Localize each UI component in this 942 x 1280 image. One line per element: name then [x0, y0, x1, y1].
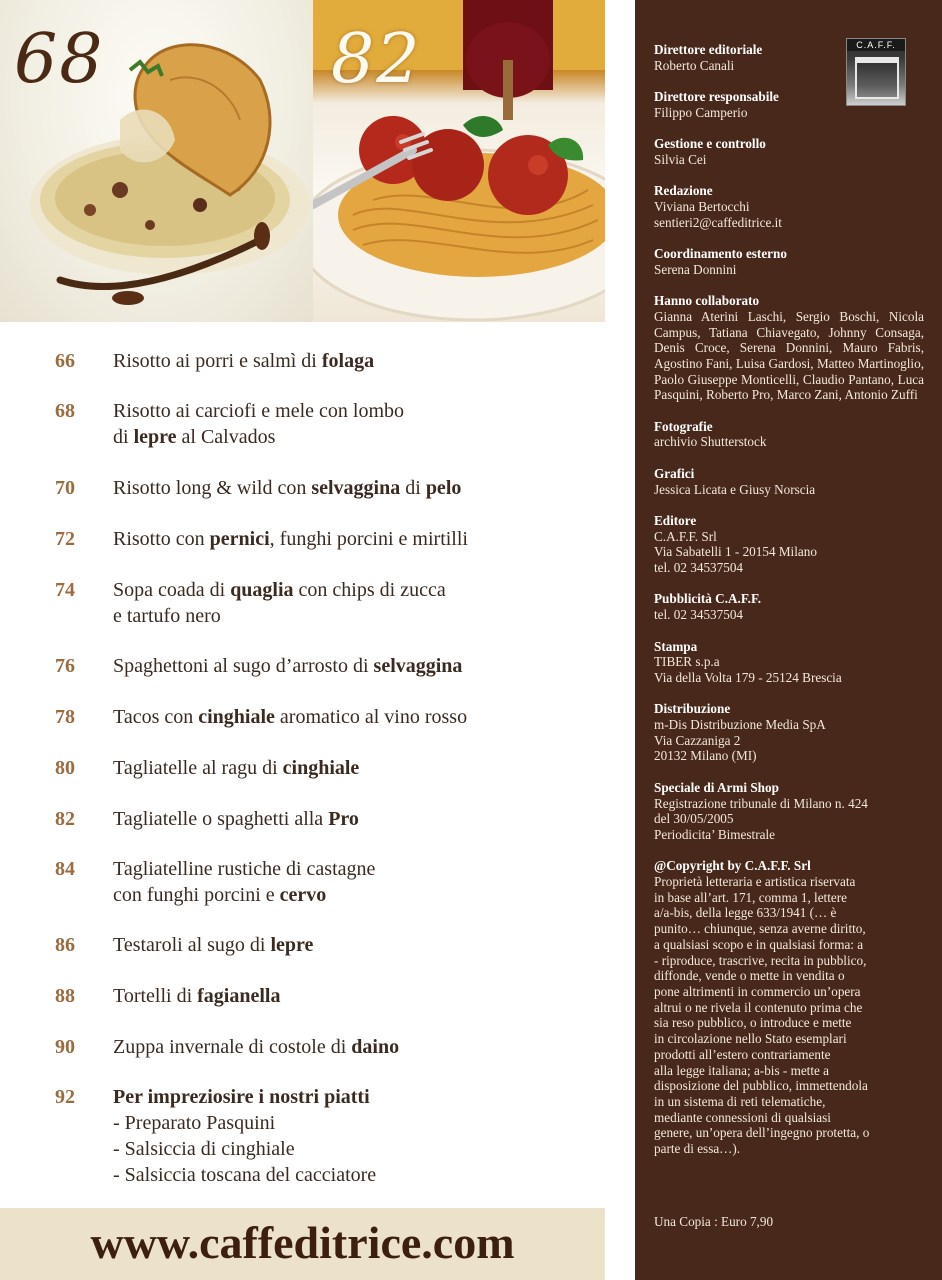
toc-title	[113, 806, 593, 832]
toc-keyword: pelo	[425, 477, 462, 499]
toc-title-line	[113, 1136, 593, 1162]
toc-title-line	[113, 526, 593, 552]
credit-block	[654, 246, 924, 277]
toc-page-number: 82	[55, 808, 75, 830]
credit-block	[654, 183, 924, 230]
toc-text-segment: Tagliatelle al ragu di	[113, 757, 283, 779]
toc-keyword: selvaggina	[311, 477, 401, 499]
credit-heading: Stampa	[654, 638, 698, 654]
toc-title	[113, 1034, 593, 1060]
credit-line: genere, un’opera dell’ingegno protetta, o	[654, 1125, 870, 1141]
toc-title-line	[113, 704, 593, 730]
toc-keyword: folaga	[321, 350, 375, 372]
toc-keyword: selvaggina	[373, 655, 463, 677]
credit-heading: Pubblicità C.A.F.F.	[654, 591, 762, 607]
toc-keyword: Pro	[328, 808, 359, 830]
credit-line: in un sistema di reti telematiche,	[654, 1093, 826, 1109]
credit-line: in base all’art. 171, comma 1, lettere	[654, 889, 847, 905]
toc-title-line	[113, 856, 593, 882]
toc-title-line	[113, 1162, 593, 1188]
credit-line: Jessica Licata e Giusy Norscia	[654, 481, 816, 497]
toc-title	[113, 704, 593, 730]
toc-keyword: cinghiale	[198, 706, 275, 728]
credit-line: Proprietà letteraria e artistica riservata	[654, 874, 856, 890]
toc-title-line	[113, 424, 593, 450]
risotto-photo	[0, 0, 313, 322]
toc-text-segment: Zuppa invernale di costole di	[113, 1036, 352, 1058]
credit-block	[654, 591, 924, 622]
credit-block	[654, 419, 924, 450]
toc-title	[113, 348, 593, 374]
toc-title	[113, 932, 593, 958]
credit-line: Registrazione tribunale di Milano n. 424	[654, 795, 868, 811]
toc-page-number: 66	[55, 350, 75, 372]
website-url[interactable]: www.caffeditrice.com	[90, 1217, 515, 1268]
toc-page-number: 92	[55, 1086, 75, 1108]
credit-heading: Editore	[654, 512, 697, 528]
credit-line: sia reso pubblico, o introduce e mette	[654, 1015, 852, 1031]
toc-page-number: 78	[55, 706, 75, 728]
credit-line: Periodicita’ Bimestrale	[654, 826, 775, 842]
toc-title	[113, 983, 593, 1009]
credit-line: 20132 Milano (MI)	[654, 748, 757, 764]
credit-block	[654, 42, 924, 73]
credit-heading: Redazione	[654, 183, 713, 199]
toc-title	[113, 653, 593, 679]
credit-line: archivio Shutterstock	[654, 434, 767, 450]
toc-page-number: 70	[55, 477, 75, 499]
credit-line: pone altrimenti in commercio un’opera	[654, 983, 861, 999]
toc-text-segment: con chips di zucca	[293, 579, 446, 601]
toc-text-segment: di	[113, 426, 134, 448]
toc-title	[113, 856, 593, 908]
page-number-68: 68	[14, 20, 105, 99]
toc-text-segment: Tagliatelle o spaghetti alla	[113, 808, 329, 830]
toc-text-segment: Risotto ai porri e salmì di	[113, 350, 322, 372]
credit-heading: Gestione e controllo	[654, 136, 766, 152]
credit-heading: Speciale di Armi Shop	[654, 779, 779, 795]
credit-line: Serena Donnini	[654, 261, 737, 277]
toc-text-segment: Testaroli al sugo di	[113, 934, 271, 956]
credit-line: Silvia Cei	[654, 151, 707, 167]
page-number-82: 82	[331, 20, 422, 99]
toc-title	[113, 1084, 593, 1188]
credit-heading: Direttore editoriale	[654, 42, 763, 57]
copy-price: Una Copia : Euro 7,90	[654, 1214, 774, 1229]
toc-text-segment: Risotto ai carciofi e mele con lombo	[113, 400, 405, 422]
spaghetti-photo	[313, 0, 605, 322]
credit-line: Filippo Camperio	[654, 104, 748, 120]
toc-title-line	[113, 577, 593, 603]
toc-text-segment: - Preparato Pasquini	[113, 1112, 276, 1134]
toc-title	[113, 475, 593, 501]
credit-heading: Grafici	[654, 465, 695, 481]
credit-block	[654, 780, 924, 843]
credit-line: Roberto Canali	[654, 57, 735, 73]
toc-keyword: cervo	[279, 884, 327, 906]
credit-line: disposizione del pubblico, immettendola	[654, 1078, 868, 1094]
toc-text-segment: Sopa coada di	[113, 579, 231, 601]
credit-line: C.A.F.F. Srl	[654, 528, 717, 544]
credit-line: - riproduce, trascrive, recita in pubblico,	[654, 952, 867, 968]
credits-list	[654, 42, 924, 1172]
toc-title	[113, 398, 593, 450]
toc-keyword: lepre	[270, 934, 314, 956]
credit-line: diffonde, vende o mette in vendita o	[654, 968, 845, 984]
toc-title	[113, 755, 593, 781]
toc-title-line	[113, 806, 593, 832]
credit-block	[654, 513, 924, 576]
credit-block	[654, 136, 924, 167]
toc-keyword: daino	[351, 1036, 400, 1058]
toc-page-number: 76	[55, 655, 75, 677]
credit-heading: Direttore responsabile	[654, 89, 779, 105]
toc-text-segment: e tartufo nero	[113, 605, 221, 627]
credit-heading: Distribuzione	[654, 701, 731, 717]
credit-line: Viviana Bertocchi	[654, 198, 750, 214]
toc-page-number: 88	[55, 985, 75, 1007]
credit-line: altrui o ne rivela il contenuto prima che	[654, 999, 863, 1015]
toc-page-number: 80	[55, 757, 75, 779]
toc-text-segment: Tacos con	[113, 706, 199, 728]
toc-keyword: Per impreziosire i nostri piatti	[113, 1086, 370, 1108]
credit-line: a/a-bis, della legge 633/1941 (… è	[654, 905, 837, 921]
credit-block	[654, 89, 924, 120]
toc-keyword: quaglia	[230, 579, 294, 601]
credit-line: tel. 02 34537504	[654, 607, 744, 623]
credit-block	[654, 858, 924, 1156]
credit-line: Via Cazzaniga 2	[654, 732, 741, 748]
toc-keyword: lepre	[133, 426, 177, 448]
credit-line: prodotti all’estero contrariamente	[654, 1046, 831, 1062]
credit-block	[654, 293, 924, 403]
toc-text-segment: Tagliatelline rustiche di castagne	[113, 858, 376, 880]
toc-keyword: fagianella	[197, 985, 281, 1007]
credit-heading: Fotografie	[654, 418, 713, 434]
toc-text-segment: - Salsiccia di cinghiale	[113, 1138, 295, 1160]
masthead-column	[635, 0, 942, 1280]
credit-line: m-Dis Distribuzione Media SpA	[654, 717, 826, 733]
website-banner	[0, 1208, 605, 1280]
toc-text-segment: di	[400, 477, 426, 499]
credit-paragraph: Gianna Aterini Laschi, Sergio Boschi, Nicola Campus, Tatiana Chiavegato, Johnny Consaga, Denis Croce, Serena Donnini, Mauro Fabris, Agostino Fani, Luisa Gardosi, Matteo Martinoglio, Paolo Giuseppe Monticelli, Claudio Pantano, Luca Pasquini, Roberto Pro, Marco Zani, Antonio Zuffi	[654, 308, 924, 403]
toc-page-number: 68	[55, 400, 75, 422]
credit-line: a qualsiasi scopo e in qualsiasi forma: a	[654, 936, 864, 952]
toc-text-segment: Tortelli di	[113, 985, 198, 1007]
credit-line: in circolazione nello Stato esemplari	[654, 1031, 847, 1047]
toc-keyword: cinghiale	[282, 757, 360, 779]
credit-block	[654, 466, 924, 497]
toc-text-segment: con funghi porcini e	[113, 884, 280, 906]
credit-line: TIBER s.p.a	[654, 654, 720, 670]
toc-text-segment: - Salsiccia toscana del cacciatore	[113, 1164, 377, 1186]
toc-page-number: 86	[55, 934, 75, 956]
toc-title	[113, 577, 593, 629]
credit-heading: @Copyright by C.A.F.F. Srl	[654, 858, 811, 874]
credit-line: del 30/05/2005	[654, 811, 734, 827]
toc-text-segment: Risotto long & wild con	[113, 477, 312, 499]
credit-block	[654, 639, 924, 686]
credit-line: parte di essa…).	[654, 1141, 741, 1157]
toc-title-line	[113, 348, 593, 374]
credit-line: tel. 02 34537504	[654, 560, 744, 576]
toc-text-segment: al Calvados	[176, 426, 276, 448]
toc-title-line	[113, 1084, 593, 1110]
toc-title-line	[113, 932, 593, 958]
credit-line: Via Sabatelli 1 - 20154 Milano	[654, 544, 817, 560]
toc-title-line	[113, 1110, 593, 1136]
toc-page-number: 84	[55, 858, 75, 880]
caff-logo-label: C.A.F.F.	[847, 39, 905, 51]
toc-title-line	[113, 882, 593, 908]
credit-heading: Hanno collaborato	[654, 293, 760, 309]
credit-block	[654, 701, 924, 764]
toc-title-line	[113, 983, 593, 1009]
toc-title-line	[113, 755, 593, 781]
toc-page-number: 90	[55, 1036, 75, 1058]
toc-title-line	[113, 653, 593, 679]
toc-page-number: 74	[55, 579, 75, 601]
credit-line[interactable]: sentieri2@caffeditrice.it	[654, 214, 782, 230]
toc-text-segment: aromatico al vino rosso	[274, 706, 468, 728]
toc-page-number: 72	[55, 528, 75, 550]
credit-heading: Coordinamento esterno	[654, 246, 787, 262]
toc-title	[113, 526, 593, 552]
credit-line: mediante connessioni di qualsiasi	[654, 1109, 831, 1125]
toc-text-segment: Risotto con	[113, 528, 210, 550]
credit-line: alla legge italiana; a-bis - mette a	[654, 1062, 830, 1078]
credit-line: Via della Volta 179 - 25124 Brescia	[654, 669, 842, 685]
toc-title-line	[113, 1034, 593, 1060]
toc-text-segment: Spaghettoni al sugo d’arrosto di	[113, 655, 374, 677]
toc-title-line	[113, 398, 593, 424]
toc-title-line	[113, 603, 593, 629]
toc-text-segment: , funghi porcini e mirtilli	[269, 528, 468, 550]
toc-title-line	[113, 475, 593, 501]
credit-line: punito… chiunque, senza averne diritto,	[654, 921, 866, 937]
toc-keyword: pernici	[209, 528, 270, 550]
